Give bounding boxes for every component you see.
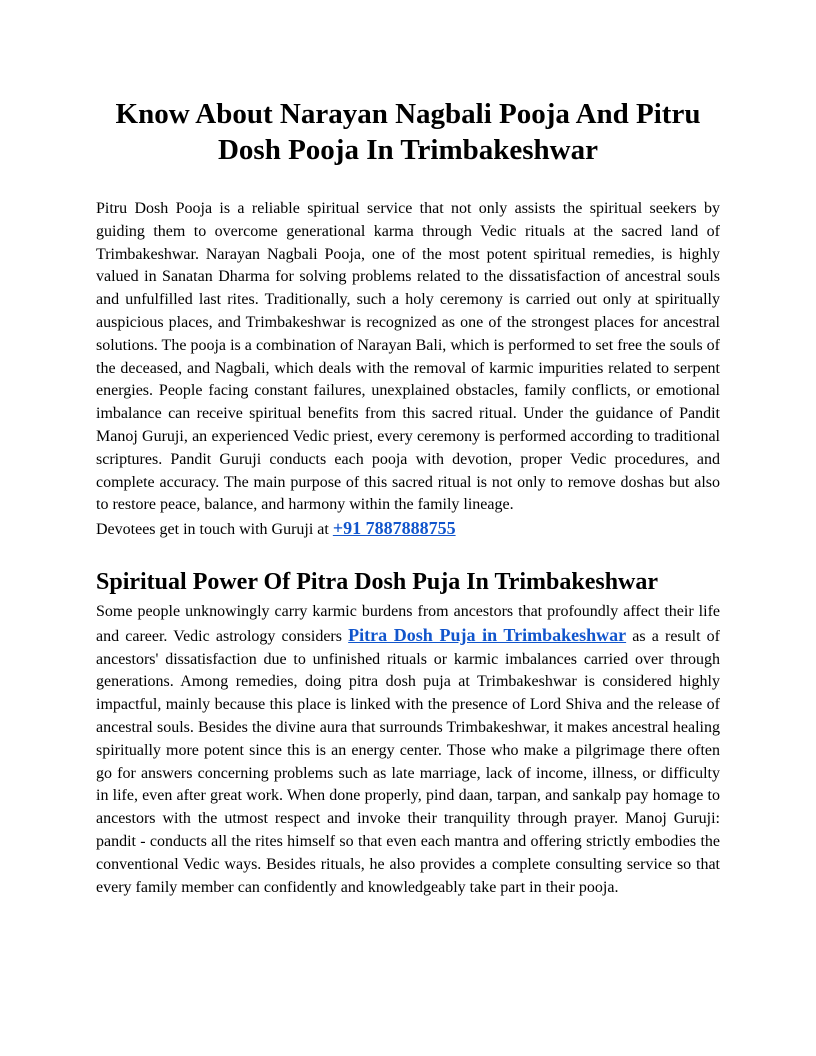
section-heading: Spiritual Power Of Pitra Dosh Puja In Trimbakeshwar (96, 568, 659, 595)
contact-text: Devotees get in touch with Guruji at (96, 521, 329, 539)
intro-paragraph: Pitru Dosh Pooja is a reliable spiritual service that not only assists the spiritual seekers by guiding them to overcome generational karma through Vedic rituals at the sacred land of Trimbakeshwar. Narayan Nagbali Pooja, one of the most potent spiritual remedies, is highly valued in Sanatan Dharma for solving problems related to the dissatisfaction of ancestral souls and unfulfilled last rites. Traditionally, such a holy ceremony is carried out only at spiritually auspicious places, and Trimbakeshwar is recognized as one of the strongest places for ancestral solutions. The pooja is a combination of Narayan Bali, which is performed to set free the souls of the deceased, and Nagbali, which deals with the removal of karmic impurities related to serpent energies. People facing constant failures, unexplained obstacles, family conflicts, or emotional imbalance can receive spiritual benefits from this sacred ritual. Under the guidance of Pandit Manoj Guruji, an experienced Vedic priest, every ceremony is performed according to traditional scriptures. Pandit Guruji conducts each pooja with devotion, proper Vedic procedures, and complete accuracy. The main purpose of this sacred ritual is not only to remove doshas but also to restore peace, balance, and harmony within the family lineage. (96, 200, 720, 514)
section-paragraph (96, 601, 720, 899)
document-page (96, 96, 720, 899)
page-title: Know About Narayan Nagbali Pooja And Pitru Dosh Pooja In Trimbakeshwar (115, 98, 701, 166)
section-text-after: as a result of ancestors' dissatisfaction due to unfinished rituals or karmic imbalances carried over through generations. Among remedies, doing pitra dosh puja at Trimbakeshwar is considered highly impactful, mainly because this place is linked with the presence of Lord Shiva and the release of ancestral souls. Besides the divine aura that surrounds Trimbakeshwar, it makes ancestral healing spiritually more potent since this is an energy center. Those who make a pilgrimage there often go for answers concerning problems such as late marriage, lack of income, illness, or difficulty in life, even after great work. When done properly, pind daan, tarpan, and sankalp pay homage to ancestors with the utmost respect and invoke their tranquility through prayer. Manoj Guruji: pandit - conducts all the rites himself so that even each mantra and offering strictly embodies the conventional Vedic ways. Besides rituals, he also provides a complete consulting service so that every family member can confidently and knowledgeably take part in their pooja. (96, 627, 721, 896)
phone-link[interactable]: +91 7887888755 (332, 518, 456, 539)
contact-line (96, 517, 720, 542)
section-text-before: Some people unknowingly carry karmic burdens from ancestors that profoundly affect their life and career. Vedic astrology considers (96, 602, 720, 645)
pitra-dosh-puja-link[interactable]: Pitra Dosh Puja in Trimbakeshwar (348, 624, 627, 645)
